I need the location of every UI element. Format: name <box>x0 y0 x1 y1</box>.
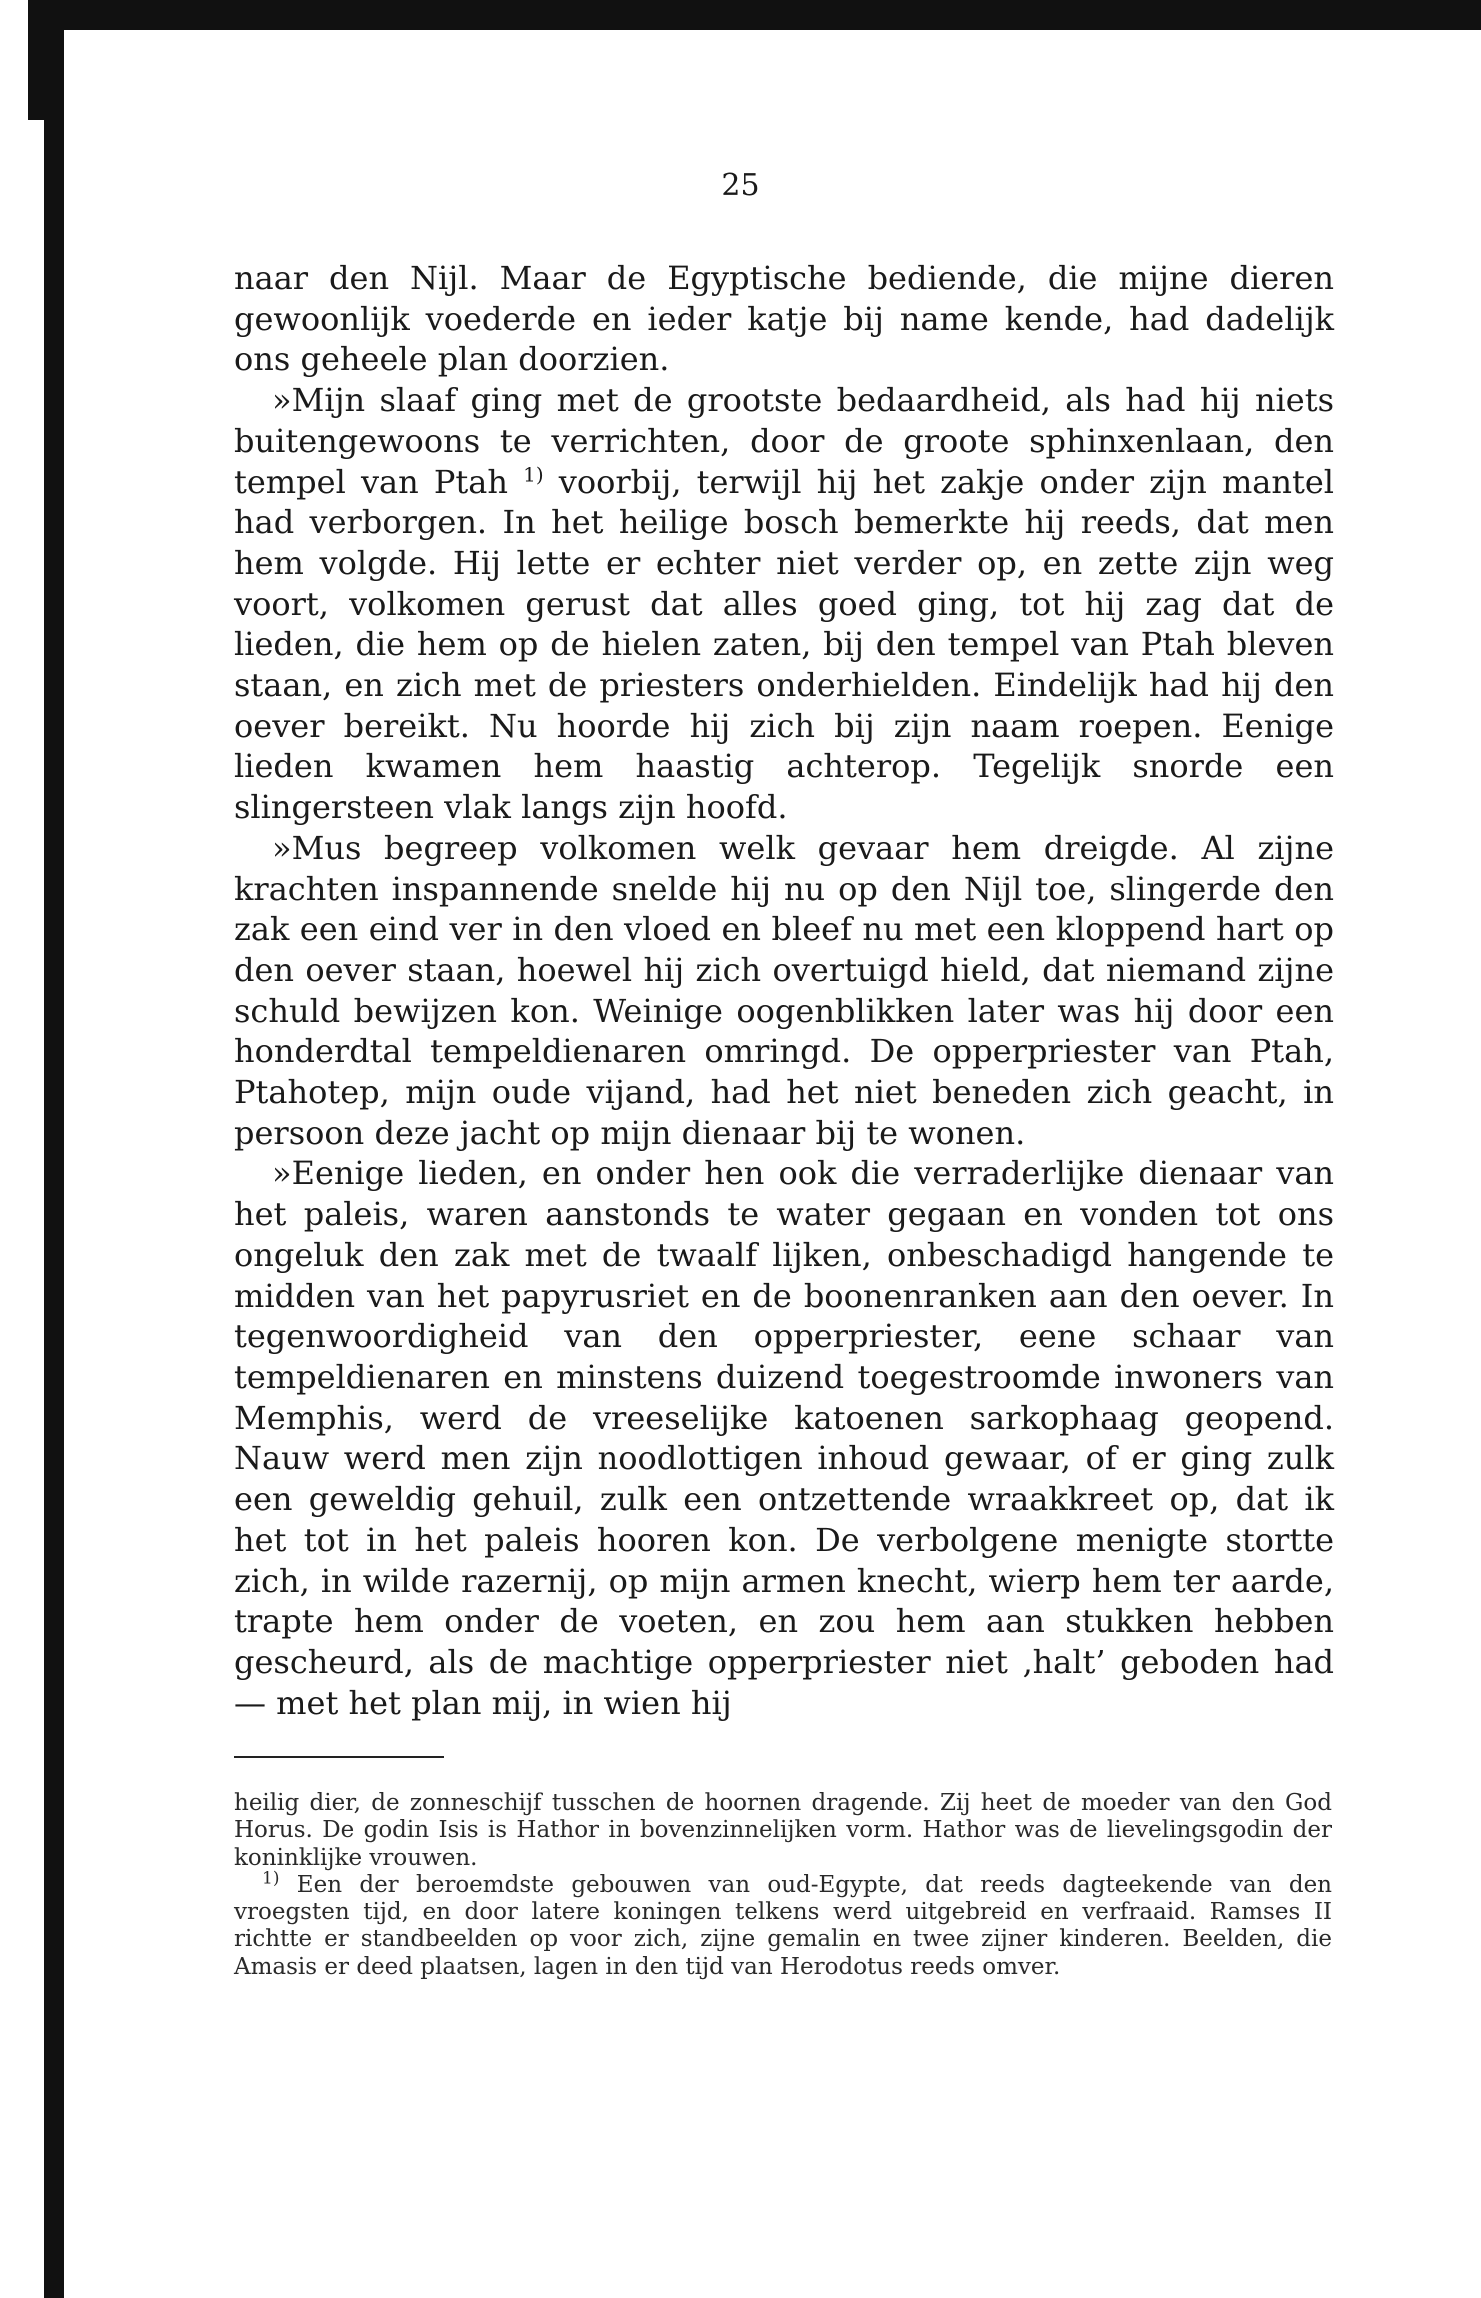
footnote-continuation: heilig dier, de zonneschijf tusschen de hoornen dragende. Zij heet de moeder van den God Horus. De godin Isis is Hathor in bovenzinnelijken vorm. Hathor was de lievelingsgodin der koninklijke vrouwen. <box>234 1790 1332 1871</box>
footnote-reference: 1) <box>523 461 544 486</box>
paragraph-text: voorbij, terwijl hij het zakje onder zijn mantel had verborgen. In het heilige bosch bemerkte hij reeds, dat men hem volgde. Hij lette er echter niet verder op, en zette zijn weg voort, volkomen gerust dat alles goed ging, tot hij zag dat de lieden, die hem op de hielen zaten, bij den tempel van Ptah bleven staan, en zich met de priesters onderhielden. Eindelijk had hij den oever bereikt. Nu hoorde hij zich bij zijn naam roepen. Eenige lieden kwamen hem haastig achterop. Tegelijk snorde een slingersteen vlak langs zijn hoofd. <box>234 462 1335 827</box>
footnote-marker: 1) <box>262 1868 280 1889</box>
main-text <box>234 258 1334 1723</box>
paragraph-text: »Mijn slaaf ging met de grootste bedaardheid, als had hij niets buitengewoons te verrichten, door de groote sphinxenlaan, den tempel van Ptah <box>234 381 1334 501</box>
scan-border-top <box>28 0 1481 30</box>
paragraph: »Eenige lieden, en onder hen ook die verraderlijke dienaar van het paleis, waren aanstonds te water gegaan en vonden tot ons ongeluk den zak met de twaalf lijken, onbeschadigd hangende te midden van het papyrusriet en de boonenranken aan den oever. In tegenwoordigheid van den opperpriester, eene schaar van tempeldienaren en minstens duizend toegestroomde inwoners van Memphis, werd de vreeselijke katoenen sarkophaag geopend. Nauw werd men zijn noodlottigen inhoud gewaar, of er ging zulk een geweldig gehuil, zulk een ontzettende wraakkreet op, dat ik het tot in het paleis hooren kon. De verbolgene menigte stortte zich, in wilde razernij, op mijn armen knecht, wierp hem ter aarde, trapte hem onder de voeten, en zou hem aan stukken hebben gescheurd, als de machtige opperpriester niet ‚halt’ geboden had — met het plan mij, in wien hij <box>234 1154 1334 1722</box>
paragraph: naar den Nijl. Maar de Egyptische bediende, die mijne dieren gewoonlijk voederde en ieder katje bij name kende, had dadelijk ons geheele plan doorzien. <box>234 259 1334 379</box>
footnotes <box>234 1790 1332 1981</box>
scan-border-left <box>44 0 64 2298</box>
footnote-text: Een der beroemdste gebouwen van oud-Egypte, dat reeds dagteekende van den vroegsten tijd, en door latere koningen telkens werd uitgebreid en verfraaid. Ramses II richtte er standbeelden op voor zich, zijne gemalin en twee zijner kinderen. Beelden, die Amasis er deed plaatsen, lagen in den tijd van Herodotus reeds omver. <box>234 1871 1332 1980</box>
footnote-divider <box>234 1756 444 1758</box>
paragraph <box>234 380 1334 828</box>
page-number: 25 <box>721 168 760 203</box>
footnote <box>234 1868 1332 1981</box>
paragraph: »Mus begreep volkomen welk gevaar hem dreigde. Al zijne krachten inspannende snelde hij nu op den Nijl toe, slingerde den zak een eind ver in den vloed en bleef nu met een kloppend hart op den oever staan, hoewel hij zich overtuigd hield, dat niemand zijne schuld bewijzen kon. Weinige oogenblikken later was hij door een honderdtal tempeldienaren omringd. De opperpriester van Ptah, Ptahotep, mijn oude vijand, had het niet beneden zich geacht, in persoon deze jacht op mijn dienaar bij te wonen. <box>234 828 1334 1152</box>
